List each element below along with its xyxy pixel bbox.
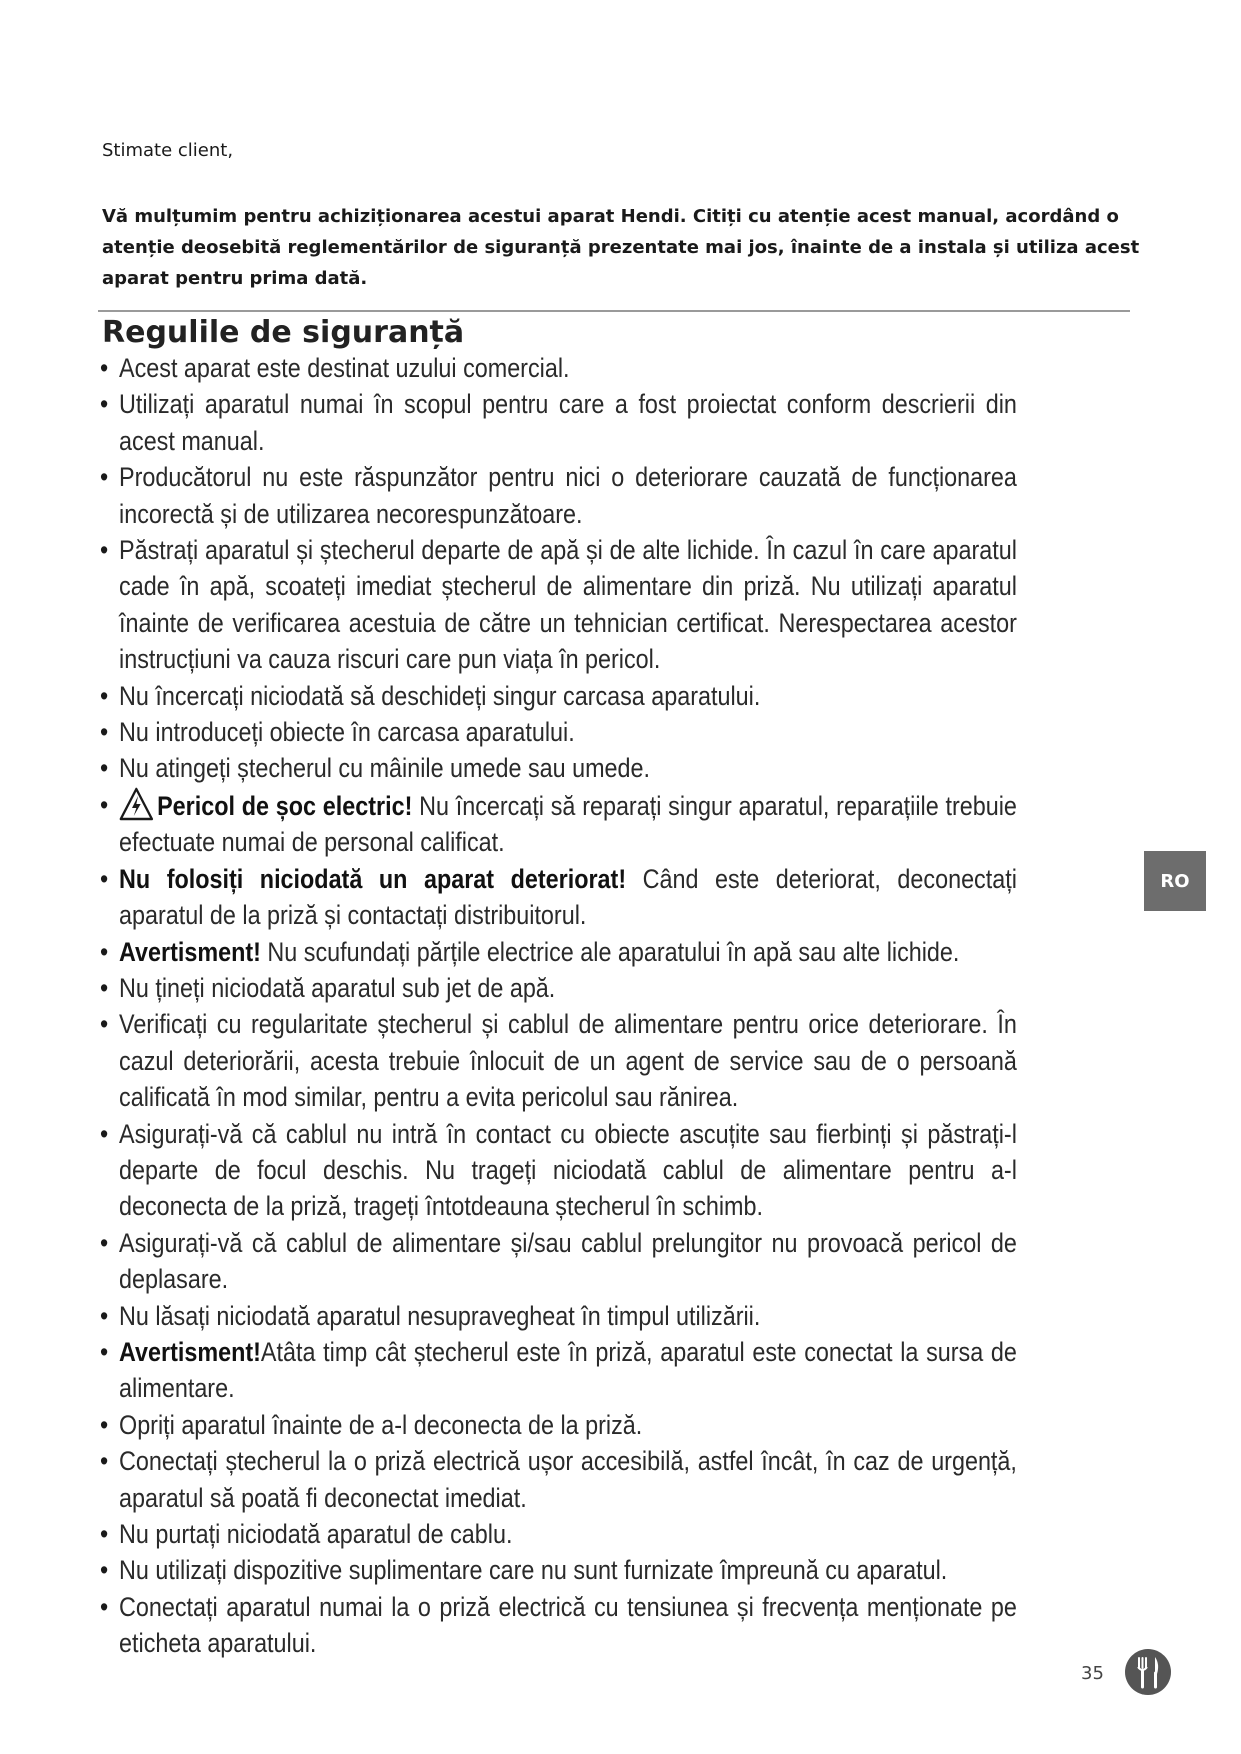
electric-hazard-icon bbox=[119, 787, 154, 821]
rule-text: Nu scufundați părțile electrice ale aparatului în apă sau alte lichide. bbox=[260, 936, 960, 967]
rule-text: Asigurați-vă că cablul de alimentare și/sau cablul prelungitor nu provoacă pericol de deplasare. bbox=[119, 1227, 1017, 1295]
section-title: Regulile de siguranță bbox=[102, 315, 465, 350]
rule-text: Conectați aparatul numai la o priză electrică cu tensiunea și frecvența menționate pe eticheta aparatului. bbox=[119, 1591, 1017, 1659]
rule-item bbox=[100, 1589, 1017, 1662]
rule-item bbox=[100, 714, 1017, 750]
rule-item bbox=[100, 1407, 1017, 1443]
rule-item bbox=[100, 386, 1017, 459]
rule-item bbox=[100, 970, 1017, 1006]
rule-text: Nu încercați să reparați singur aparatul, reparațiile trebuie efectuate numai de personal calificat. bbox=[119, 790, 1017, 858]
rule-item bbox=[100, 1516, 1017, 1552]
page-number: 35 bbox=[1081, 1663, 1104, 1684]
safety-rules-list bbox=[100, 350, 1017, 1662]
language-tab bbox=[1144, 851, 1206, 911]
rule-text: Când este deteriorat, deconectați aparatul de la priză și contactați distribuitorul. bbox=[119, 863, 1017, 931]
rule-text: Nu utilizați dispozitive suplimentare care nu sunt furnizate împreună cu aparatul. bbox=[119, 1555, 948, 1586]
rule-text: Opriți aparatul înainte de a-l deconecta de la priză. bbox=[119, 1409, 643, 1440]
section-divider bbox=[98, 310, 1130, 312]
greeting: Stimate client, bbox=[102, 140, 234, 161]
rule-item bbox=[100, 1298, 1017, 1334]
intro-paragraph: Vă mulțumim pentru achiziționarea acestui aparat Hendi. Citiți cu atenție acest manual, acordând o atenție deosebită reglementărilor de siguranță prezentate mai jos, înainte de a instala și utiliza acest aparat pentru prima dată. bbox=[102, 206, 1140, 289]
rule-text: Nu introduceți obiecte în carcasa aparatului. bbox=[119, 717, 575, 748]
rule-text: Nu lăsați niciodată aparatul nesupravegheat în timpul utilizării. bbox=[119, 1300, 761, 1331]
rule-item bbox=[100, 1225, 1017, 1298]
rule-item bbox=[100, 459, 1017, 532]
rule-text: Păstrați aparatul și ștecherul departe de apă și de alte lichide. În cazul în care aparatul cade în apă, scoateți imediat ștecherul de alimentare din priză. Nu utilizați aparatul înainte de verificarea acestuia de către un tehnician certificat. Nerespectarea acestor instrucțiuni va cauza riscuri care pun viața în pericol. bbox=[119, 535, 1017, 675]
rule-item bbox=[100, 1006, 1017, 1115]
rule-item bbox=[100, 934, 1017, 970]
rule-item bbox=[100, 1443, 1017, 1516]
rule-item bbox=[100, 350, 1017, 386]
rule-item bbox=[100, 1334, 1017, 1407]
rule-bold: Avertisment! bbox=[119, 1336, 261, 1367]
rule-text: Acest aparat este destinat uzului comercial. bbox=[119, 353, 570, 383]
rule-item bbox=[100, 532, 1017, 678]
rule-item bbox=[100, 678, 1017, 714]
rule-item bbox=[100, 1552, 1017, 1588]
rule-text: Conectați ștecherul la o priză electrică ușor accesibilă, astfel încât, în caz de urgență, aparatul să poată fi deconectat imediat. bbox=[119, 1446, 1017, 1513]
rule-text: Atâta timp cât ștecherul este în priză, aparatul este conectat la sursa de alimentare. bbox=[119, 1336, 1017, 1404]
language-tab-label: RO bbox=[1160, 870, 1190, 892]
utensils-icon bbox=[1124, 1648, 1172, 1696]
rule-text: Nu țineți niciodată aparatul sub jet de apă. bbox=[119, 972, 556, 1003]
rule-text: Nu purtați niciodată aparatul de cablu. bbox=[119, 1519, 513, 1549]
rule-bold: Nu folosiți niciodată un aparat deteriorat! bbox=[119, 863, 627, 894]
rule-text: Nu încercați niciodată să deschideți singur carcasa aparatului. bbox=[119, 680, 761, 711]
rule-item bbox=[100, 861, 1017, 934]
rule-text: Verificați cu regularitate ștecherul și cablul de alimentare pentru orice deteriorare. În cazul deteriorării, acesta trebuie înlocuit de un agent de service sau de o persoană calificată în mod similar, pentru a evita pericolul sau rănirea. bbox=[119, 1009, 1017, 1113]
rule-item bbox=[100, 787, 1017, 861]
rule-text: Utilizați aparatul numai în scopul pentru care a fost proiectat conform descrierii din acest manual. bbox=[119, 389, 1017, 456]
rule-text: Asigurați-vă că cablul nu intră în contact cu obiecte ascuțite sau fierbinți și păstrați-l departe de focul deschis. Nu trageți niciodată cablul de alimentare pentru a-l deconecta de la priză, trageți întotdeauna ștecherul în schimb. bbox=[119, 1118, 1017, 1222]
rule-item bbox=[100, 1116, 1017, 1225]
rule-bold: Pericol de șoc electric! bbox=[157, 790, 413, 821]
rule-text: Producătorul nu este răspunzător pentru nici o deteriorare cauzată de funcționarea incorectă și de utilizarea necorespunzătoare. bbox=[119, 462, 1017, 529]
rule-bold: Avertisment! bbox=[119, 936, 261, 967]
rule-item bbox=[100, 750, 1017, 786]
rule-text: Nu atingeți ștecherul cu mâinile umede sau umede. bbox=[119, 753, 651, 784]
